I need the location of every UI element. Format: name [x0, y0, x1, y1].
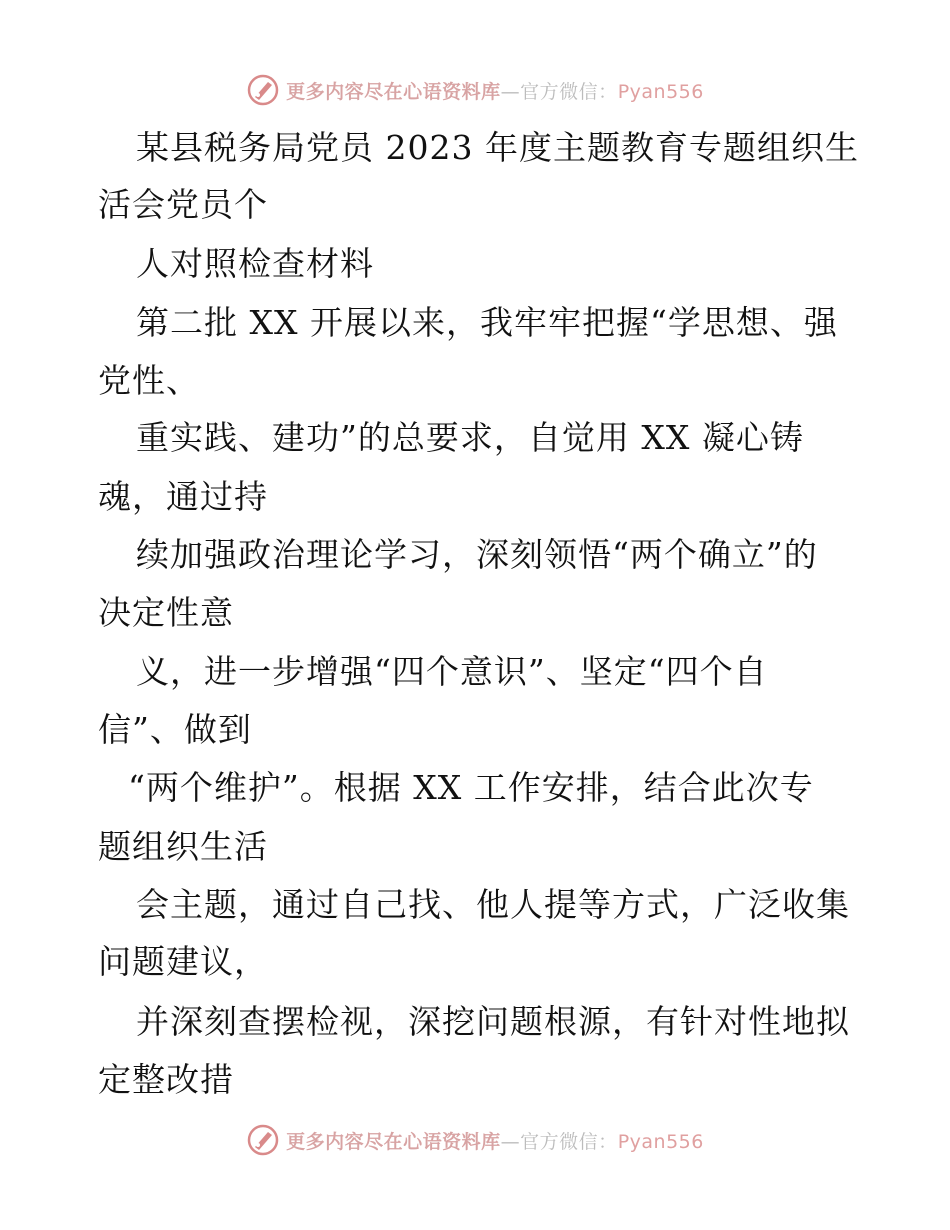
text-line: 第二批 XX 开展以来，我牢牢把握“学思想、强 [136, 303, 838, 342]
pen-logo-icon [246, 1123, 280, 1157]
text-line: 题组织生活 [98, 827, 268, 866]
text-line: 定整改措 [98, 1060, 234, 1099]
watermark-text [286, 77, 704, 104]
text-line: 重实践、建功”的总要求，自觉用 XX 凝心铸 [136, 418, 804, 457]
text-line: 活会党员个 [98, 185, 268, 224]
text-line: 问题建议， [98, 942, 268, 981]
watermark-main-text: 更多内容尽在心语资料库 [286, 1130, 501, 1153]
watermark-main-text: 更多内容尽在心语资料库 [286, 80, 501, 103]
text-line: 信”、做到 [98, 710, 252, 749]
text-line: 并深刻查摆检视，深挖问题根源，有针对性地拟 [136, 1002, 850, 1041]
text-line: 会主题，通过自己找、他人提等方式，广泛收集 [136, 885, 850, 924]
text-line: 决定性意 [98, 593, 234, 632]
watermark-id-text: Pyan556 [617, 1130, 704, 1153]
text-line: 续加强政治理论学习，深刻领悟“两个确立”的 [136, 535, 818, 574]
watermark-id-text: Pyan556 [617, 80, 704, 103]
text-line: 党性、 [98, 361, 200, 400]
text-line: 魂，通过持 [98, 477, 268, 516]
text-line: 人对照检查材料 [136, 244, 374, 283]
header-watermark [0, 70, 950, 110]
watermark-text [286, 1127, 704, 1154]
footer-watermark [0, 1120, 950, 1160]
text-line: 义，进一步增强“四个意识”、坚定“四个自 [136, 652, 768, 691]
text-line: “两个维护”。根据 XX 工作安排，结合此次专 [128, 768, 814, 807]
text-line: 某县税务局党员 2023 年度主题教育专题组织生 [136, 128, 859, 167]
watermark-sub-text: —官方微信： [500, 80, 618, 103]
pen-logo-icon [246, 73, 280, 107]
watermark-sub-text: —官方微信： [500, 1130, 618, 1153]
